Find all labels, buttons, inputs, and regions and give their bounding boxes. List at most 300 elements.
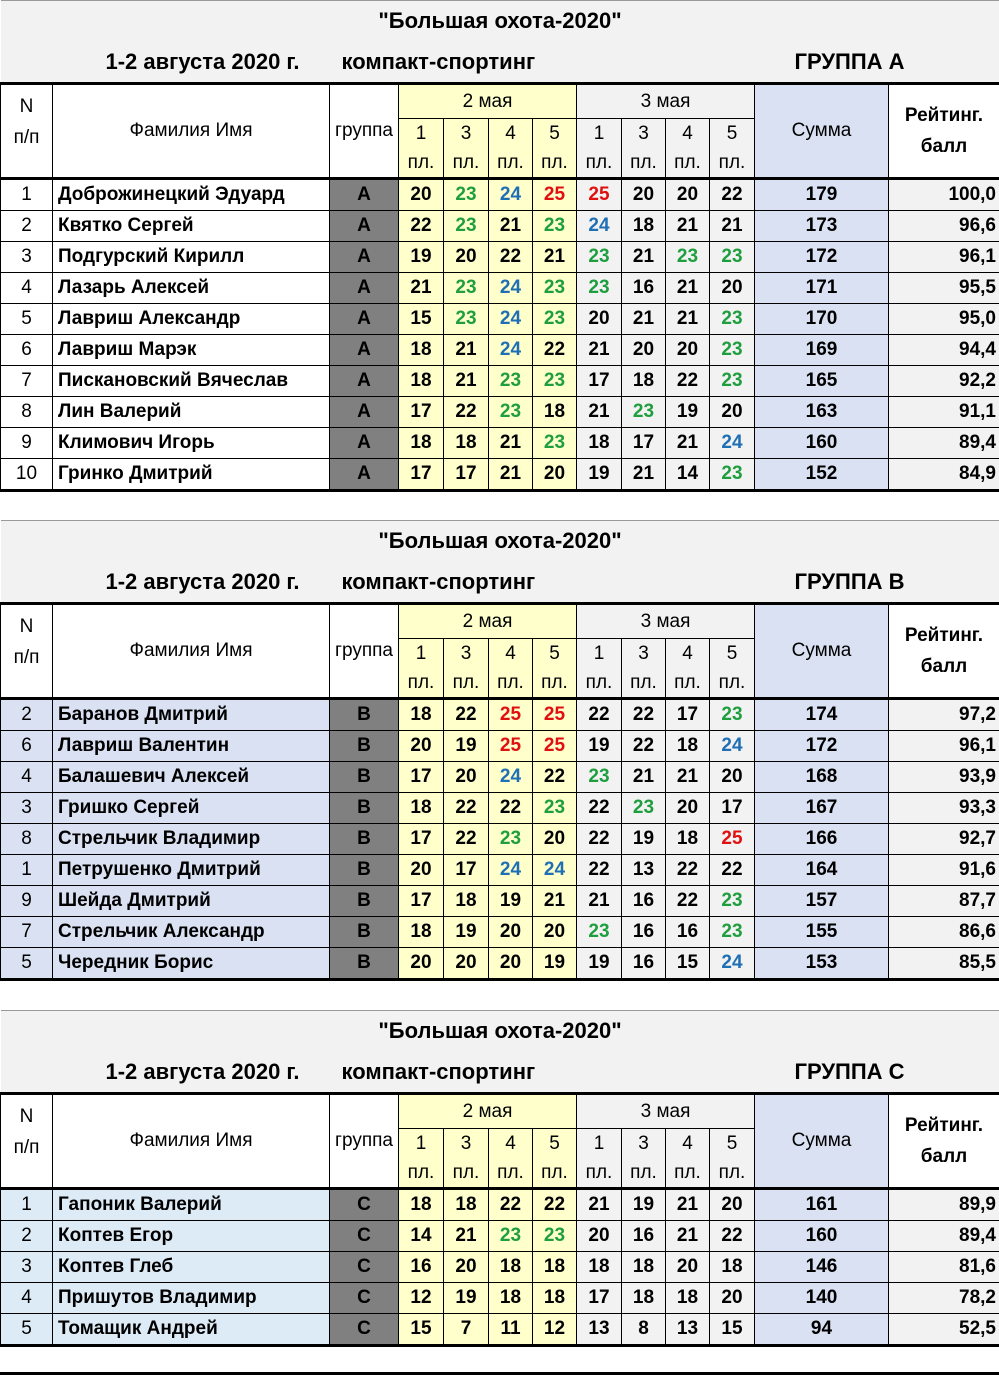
row-number: 1 — [1, 179, 53, 211]
table-row — [1, 459, 999, 491]
table-row — [1, 1252, 999, 1283]
station-pl-label: пл. — [399, 1159, 444, 1189]
col-name-header: Фамилия Имя — [53, 84, 330, 179]
table-row — [1, 948, 999, 980]
station-pl-label: пл. — [622, 149, 666, 179]
score-cell: 21 — [710, 211, 755, 242]
group-cell: B — [330, 855, 399, 886]
score-cell: 23 — [710, 886, 755, 917]
station-number: 3 — [622, 639, 666, 669]
col-group-header: группа — [330, 84, 399, 179]
rating-cell: 96,6 — [889, 211, 999, 242]
table-row — [1, 1221, 999, 1252]
day-header-3: 3 мая — [577, 604, 755, 639]
col-rating-header: Рейтинг. балл — [889, 604, 999, 699]
score-cell: 18 — [622, 1283, 666, 1314]
score-cell: 21 — [444, 1221, 489, 1252]
score-cell: 18 — [622, 211, 666, 242]
score-cell: 17 — [399, 886, 444, 917]
group-title: ГРУППА С — [755, 1051, 999, 1094]
station-pl-label: пл. — [533, 669, 577, 699]
participant-name: Шейда Дмитрий — [53, 886, 330, 917]
score-cell: 17 — [577, 1283, 622, 1314]
score-cell: 20 — [444, 948, 489, 980]
score-cell: 20 — [489, 948, 533, 980]
rating-cell: 92,2 — [889, 366, 999, 397]
row-number: 8 — [1, 397, 53, 428]
group-cell: A — [330, 428, 399, 459]
station-number: 4 — [666, 639, 710, 669]
score-cell: 25 — [489, 699, 533, 731]
score-cell: 22 — [444, 397, 489, 428]
score-cell: 19 — [489, 886, 533, 917]
day-header-2: 2 мая — [399, 84, 577, 119]
score-cell: 15 — [710, 1314, 755, 1346]
sum-cell: 153 — [755, 948, 889, 980]
score-cell: 23 — [444, 179, 489, 211]
score-cell: 12 — [399, 1283, 444, 1314]
score-cell: 18 — [577, 428, 622, 459]
row-number: 5 — [1, 1314, 53, 1346]
col-group-header: группа — [330, 1094, 399, 1189]
score-cell: 23 — [577, 273, 622, 304]
score-cell: 19 — [622, 824, 666, 855]
score-cell: 23 — [622, 397, 666, 428]
score-cell: 18 — [444, 428, 489, 459]
score-cell: 16 — [622, 948, 666, 980]
score-cell: 20 — [399, 731, 444, 762]
station-number: 5 — [710, 639, 755, 669]
score-cell: 22 — [622, 699, 666, 731]
score-cell: 23 — [533, 428, 577, 459]
score-cell: 20 — [444, 242, 489, 273]
score-cell: 21 — [489, 428, 533, 459]
table-row — [1, 824, 999, 855]
event-date: 1-2 августа 2020 г. — [1, 41, 330, 84]
station-number: 3 — [622, 1129, 666, 1159]
station-pl-label: пл. — [533, 149, 577, 179]
score-cell: 19 — [577, 731, 622, 762]
group-cell: B — [330, 886, 399, 917]
rating-cell: 91,6 — [889, 855, 999, 886]
day-header-2: 2 мая — [399, 1094, 577, 1129]
score-cell: 25 — [533, 179, 577, 211]
score-cell: 18 — [489, 1252, 533, 1283]
score-cell: 17 — [710, 793, 755, 824]
participant-name: Подгурский Кирилл — [53, 242, 330, 273]
rating-cell: 84,9 — [889, 459, 999, 491]
station-number: 1 — [577, 119, 622, 149]
table-row — [1, 242, 999, 273]
station-number: 1 — [577, 639, 622, 669]
score-cell: 24 — [489, 335, 533, 366]
col-group-header: группа — [330, 604, 399, 699]
station-number: 1 — [399, 119, 444, 149]
col-sum-header: Сумма — [755, 84, 889, 179]
row-number: 2 — [1, 699, 53, 731]
col-sum-header: Сумма — [755, 1094, 889, 1189]
score-cell: 23 — [533, 366, 577, 397]
score-cell: 24 — [489, 855, 533, 886]
score-cell: 21 — [666, 428, 710, 459]
score-cell: 13 — [622, 855, 666, 886]
participant-name: Гапоник Валерий — [53, 1189, 330, 1221]
score-cell: 23 — [489, 366, 533, 397]
score-cell: 22 — [444, 824, 489, 855]
score-cell: 22 — [533, 1189, 577, 1221]
score-cell: 18 — [710, 1252, 755, 1283]
sum-cell: 179 — [755, 179, 889, 211]
station-pl-label: пл. — [710, 1159, 755, 1189]
score-cell: 21 — [533, 886, 577, 917]
sum-cell: 166 — [755, 824, 889, 855]
score-cell: 21 — [622, 459, 666, 491]
group-cell: B — [330, 731, 399, 762]
score-cell: 21 — [489, 459, 533, 491]
score-cell: 18 — [399, 699, 444, 731]
score-cell: 22 — [577, 855, 622, 886]
score-cell: 20 — [666, 179, 710, 211]
score-cell: 17 — [399, 824, 444, 855]
score-cell: 19 — [622, 1189, 666, 1221]
participant-name: Лавриш Валентин — [53, 731, 330, 762]
score-cell: 21 — [577, 1189, 622, 1221]
score-cell: 11 — [489, 1314, 533, 1346]
group-title: ГРУППА В — [755, 561, 999, 604]
score-cell: 22 — [666, 366, 710, 397]
sum-cell: 160 — [755, 1221, 889, 1252]
sum-cell: 152 — [755, 459, 889, 491]
score-cell: 14 — [399, 1221, 444, 1252]
score-cell: 21 — [666, 211, 710, 242]
sum-cell: 174 — [755, 699, 889, 731]
rating-cell: 93,3 — [889, 793, 999, 824]
score-cell: 18 — [399, 917, 444, 948]
score-cell: 16 — [622, 886, 666, 917]
row-number: 5 — [1, 304, 53, 335]
score-cell: 18 — [399, 793, 444, 824]
score-cell: 24 — [710, 428, 755, 459]
score-cell: 20 — [399, 179, 444, 211]
participant-name: Стрельчик Владимир — [53, 824, 330, 855]
score-cell: 20 — [710, 762, 755, 793]
score-cell: 22 — [666, 886, 710, 917]
participant-name: Пришутов Владимир — [53, 1283, 330, 1314]
score-cell: 25 — [533, 699, 577, 731]
rating-cell: 97,2 — [889, 699, 999, 731]
score-cell: 21 — [666, 1189, 710, 1221]
score-cell: 20 — [666, 1252, 710, 1283]
participant-name: Баранов Дмитрий — [53, 699, 330, 731]
score-cell: 14 — [666, 459, 710, 491]
station-number: 1 — [399, 639, 444, 669]
score-cell: 20 — [710, 273, 755, 304]
table-row — [1, 886, 999, 917]
score-cell: 23 — [577, 917, 622, 948]
participant-name: Климович Игорь — [53, 428, 330, 459]
participant-name: Лавриш Марэк — [53, 335, 330, 366]
score-cell: 20 — [577, 1221, 622, 1252]
group-cell: A — [330, 242, 399, 273]
score-cell: 8 — [622, 1314, 666, 1346]
score-cell: 20 — [710, 1189, 755, 1221]
score-cell: 19 — [444, 731, 489, 762]
score-cell: 23 — [666, 242, 710, 273]
row-number: 6 — [1, 335, 53, 366]
score-cell: 19 — [533, 948, 577, 980]
row-number: 2 — [1, 1221, 53, 1252]
rating-cell: 78,2 — [889, 1283, 999, 1314]
rating-cell: 92,7 — [889, 824, 999, 855]
score-cell: 24 — [489, 179, 533, 211]
rating-cell: 94,4 — [889, 335, 999, 366]
score-cell: 20 — [533, 917, 577, 948]
group-cell: A — [330, 366, 399, 397]
group-cell: C — [330, 1189, 399, 1221]
sum-cell: 157 — [755, 886, 889, 917]
score-cell: 21 — [666, 1221, 710, 1252]
score-cell: 20 — [577, 304, 622, 335]
station-number: 4 — [489, 639, 533, 669]
group-cell: A — [330, 179, 399, 211]
station-pl-label: пл. — [666, 149, 710, 179]
score-cell: 18 — [399, 1189, 444, 1221]
rating-cell: 52,5 — [889, 1314, 999, 1346]
station-pl-label: пл. — [533, 1159, 577, 1189]
rating-cell: 95,0 — [889, 304, 999, 335]
table-row — [1, 273, 999, 304]
score-cell: 23 — [577, 762, 622, 793]
score-cell: 20 — [666, 335, 710, 366]
score-cell: 20 — [622, 335, 666, 366]
sum-cell: 140 — [755, 1283, 889, 1314]
group-cell: A — [330, 273, 399, 304]
score-cell: 17 — [399, 397, 444, 428]
row-number: 9 — [1, 886, 53, 917]
station-number: 4 — [489, 1129, 533, 1159]
station-number: 5 — [533, 1129, 577, 1159]
table-row — [1, 762, 999, 793]
score-cell: 17 — [399, 459, 444, 491]
station-pl-label: пл. — [710, 669, 755, 699]
sum-cell: 169 — [755, 335, 889, 366]
score-cell: 23 — [444, 211, 489, 242]
score-cell: 17 — [399, 762, 444, 793]
score-cell: 21 — [489, 211, 533, 242]
sum-cell: 146 — [755, 1252, 889, 1283]
station-number: 4 — [489, 119, 533, 149]
score-cell: 19 — [666, 397, 710, 428]
table-row — [1, 179, 999, 211]
score-cell: 20 — [533, 824, 577, 855]
sum-cell: 172 — [755, 242, 889, 273]
row-number: 2 — [1, 211, 53, 242]
score-cell: 17 — [577, 366, 622, 397]
group-cell: B — [330, 699, 399, 731]
station-pl-label: пл. — [577, 669, 622, 699]
rating-cell: 96,1 — [889, 242, 999, 273]
score-cell: 22 — [577, 699, 622, 731]
score-cell: 25 — [710, 824, 755, 855]
score-cell: 20 — [710, 397, 755, 428]
row-number: 1 — [1, 855, 53, 886]
rating-cell: 87,7 — [889, 886, 999, 917]
group-cell: A — [330, 211, 399, 242]
row-number: 4 — [1, 273, 53, 304]
score-cell: 24 — [489, 273, 533, 304]
sum-cell: 161 — [755, 1189, 889, 1221]
score-cell: 23 — [710, 699, 755, 731]
score-cell: 17 — [444, 855, 489, 886]
sum-cell: 163 — [755, 397, 889, 428]
score-cell: 21 — [399, 273, 444, 304]
sum-cell: 155 — [755, 917, 889, 948]
col-number-header: N п/п — [1, 84, 53, 179]
station-pl-label: пл. — [577, 149, 622, 179]
score-cell: 22 — [489, 793, 533, 824]
score-cell: 20 — [533, 459, 577, 491]
score-cell: 23 — [444, 304, 489, 335]
table-row — [1, 1283, 999, 1314]
participant-name: Лазарь Алексей — [53, 273, 330, 304]
group-cell: C — [330, 1283, 399, 1314]
score-cell: 20 — [489, 917, 533, 948]
sum-cell: 165 — [755, 366, 889, 397]
score-cell: 23 — [533, 304, 577, 335]
station-number: 3 — [622, 119, 666, 149]
score-cell: 19 — [444, 1283, 489, 1314]
participant-name: Петрушенко Дмитрий — [53, 855, 330, 886]
station-pl-label: пл. — [577, 1159, 622, 1189]
score-cell: 22 — [710, 855, 755, 886]
row-number: 10 — [1, 459, 53, 491]
score-cell: 25 — [533, 731, 577, 762]
rating-cell: 96,1 — [889, 731, 999, 762]
score-cell: 7 — [444, 1314, 489, 1346]
score-cell: 18 — [622, 366, 666, 397]
event-title: "Большая охота-2020" — [1, 521, 999, 562]
score-cell: 18 — [399, 335, 444, 366]
score-cell: 19 — [577, 459, 622, 491]
sum-cell: 94 — [755, 1314, 889, 1346]
score-cell: 22 — [444, 793, 489, 824]
score-cell: 18 — [444, 1189, 489, 1221]
score-cell: 18 — [666, 731, 710, 762]
rating-cell: 89,4 — [889, 428, 999, 459]
day-header-2: 2 мая — [399, 604, 577, 639]
score-cell: 21 — [622, 304, 666, 335]
rating-cell: 85,5 — [889, 948, 999, 980]
score-cell: 16 — [399, 1252, 444, 1283]
score-cell: 20 — [710, 1283, 755, 1314]
score-cell: 21 — [622, 762, 666, 793]
station-number: 5 — [710, 1129, 755, 1159]
score-cell: 23 — [533, 273, 577, 304]
sum-cell: 167 — [755, 793, 889, 824]
score-cell: 23 — [710, 917, 755, 948]
row-number: 3 — [1, 1252, 53, 1283]
score-cell: 22 — [577, 793, 622, 824]
discipline: компакт-спортинг — [330, 41, 755, 84]
score-cell: 20 — [444, 1252, 489, 1283]
score-cell: 22 — [710, 179, 755, 211]
station-number: 4 — [666, 1129, 710, 1159]
participant-name: Пискановский Вячеслав — [53, 366, 330, 397]
sum-cell: 170 — [755, 304, 889, 335]
station-pl-label: пл. — [399, 149, 444, 179]
row-number: 7 — [1, 917, 53, 948]
participant-name: Гришко Сергей — [53, 793, 330, 824]
station-number: 1 — [399, 1129, 444, 1159]
table-row — [1, 211, 999, 242]
table-row — [1, 1314, 999, 1346]
rating-cell: 91,1 — [889, 397, 999, 428]
score-cell: 23 — [444, 273, 489, 304]
station-number: 3 — [444, 119, 489, 149]
score-cell: 20 — [399, 948, 444, 980]
table-row — [1, 397, 999, 428]
score-cell: 16 — [622, 917, 666, 948]
score-cell: 23 — [489, 824, 533, 855]
table-row — [1, 428, 999, 459]
score-cell: 22 — [444, 699, 489, 731]
station-number: 1 — [577, 1129, 622, 1159]
participant-name: Квятко Сергей — [53, 211, 330, 242]
station-number: 5 — [533, 639, 577, 669]
participant-name: Балашевич Алексей — [53, 762, 330, 793]
sum-cell: 164 — [755, 855, 889, 886]
row-number: 4 — [1, 1283, 53, 1314]
score-cell: 21 — [577, 335, 622, 366]
score-cell: 21 — [666, 273, 710, 304]
station-pl-label: пл. — [489, 669, 533, 699]
sum-cell: 168 — [755, 762, 889, 793]
group-block-2 — [0, 1010, 999, 1347]
participant-name: Доброжинецкий Эдуард — [53, 179, 330, 211]
event-date: 1-2 августа 2020 г. — [1, 561, 330, 604]
event-date: 1-2 августа 2020 г. — [1, 1051, 330, 1094]
score-cell: 18 — [444, 886, 489, 917]
station-pl-label: пл. — [666, 669, 710, 699]
score-cell: 21 — [444, 335, 489, 366]
participant-name: Гринко Дмитрий — [53, 459, 330, 491]
station-pl-label: пл. — [622, 669, 666, 699]
score-cell: 17 — [444, 459, 489, 491]
discipline: компакт-спортинг — [330, 561, 755, 604]
station-number: 4 — [666, 119, 710, 149]
rating-cell: 86,6 — [889, 917, 999, 948]
score-cell: 23 — [710, 242, 755, 273]
group-cell: B — [330, 948, 399, 980]
participant-name: Томащик Андрей — [53, 1314, 330, 1346]
score-cell: 22 — [489, 1189, 533, 1221]
row-number: 7 — [1, 366, 53, 397]
station-pl-label: пл. — [399, 669, 444, 699]
col-number-header: N п/п — [1, 604, 53, 699]
group-cell: C — [330, 1221, 399, 1252]
participant-name: Чередник Борис — [53, 948, 330, 980]
row-number: 5 — [1, 948, 53, 980]
sum-cell: 171 — [755, 273, 889, 304]
score-cell: 23 — [489, 1221, 533, 1252]
score-cell: 18 — [533, 1283, 577, 1314]
score-cell: 13 — [577, 1314, 622, 1346]
score-cell: 16 — [622, 273, 666, 304]
row-number: 3 — [1, 242, 53, 273]
group-title: ГРУППА А — [755, 41, 999, 84]
score-cell: 20 — [399, 855, 444, 886]
participant-name: Коптев Егор — [53, 1221, 330, 1252]
